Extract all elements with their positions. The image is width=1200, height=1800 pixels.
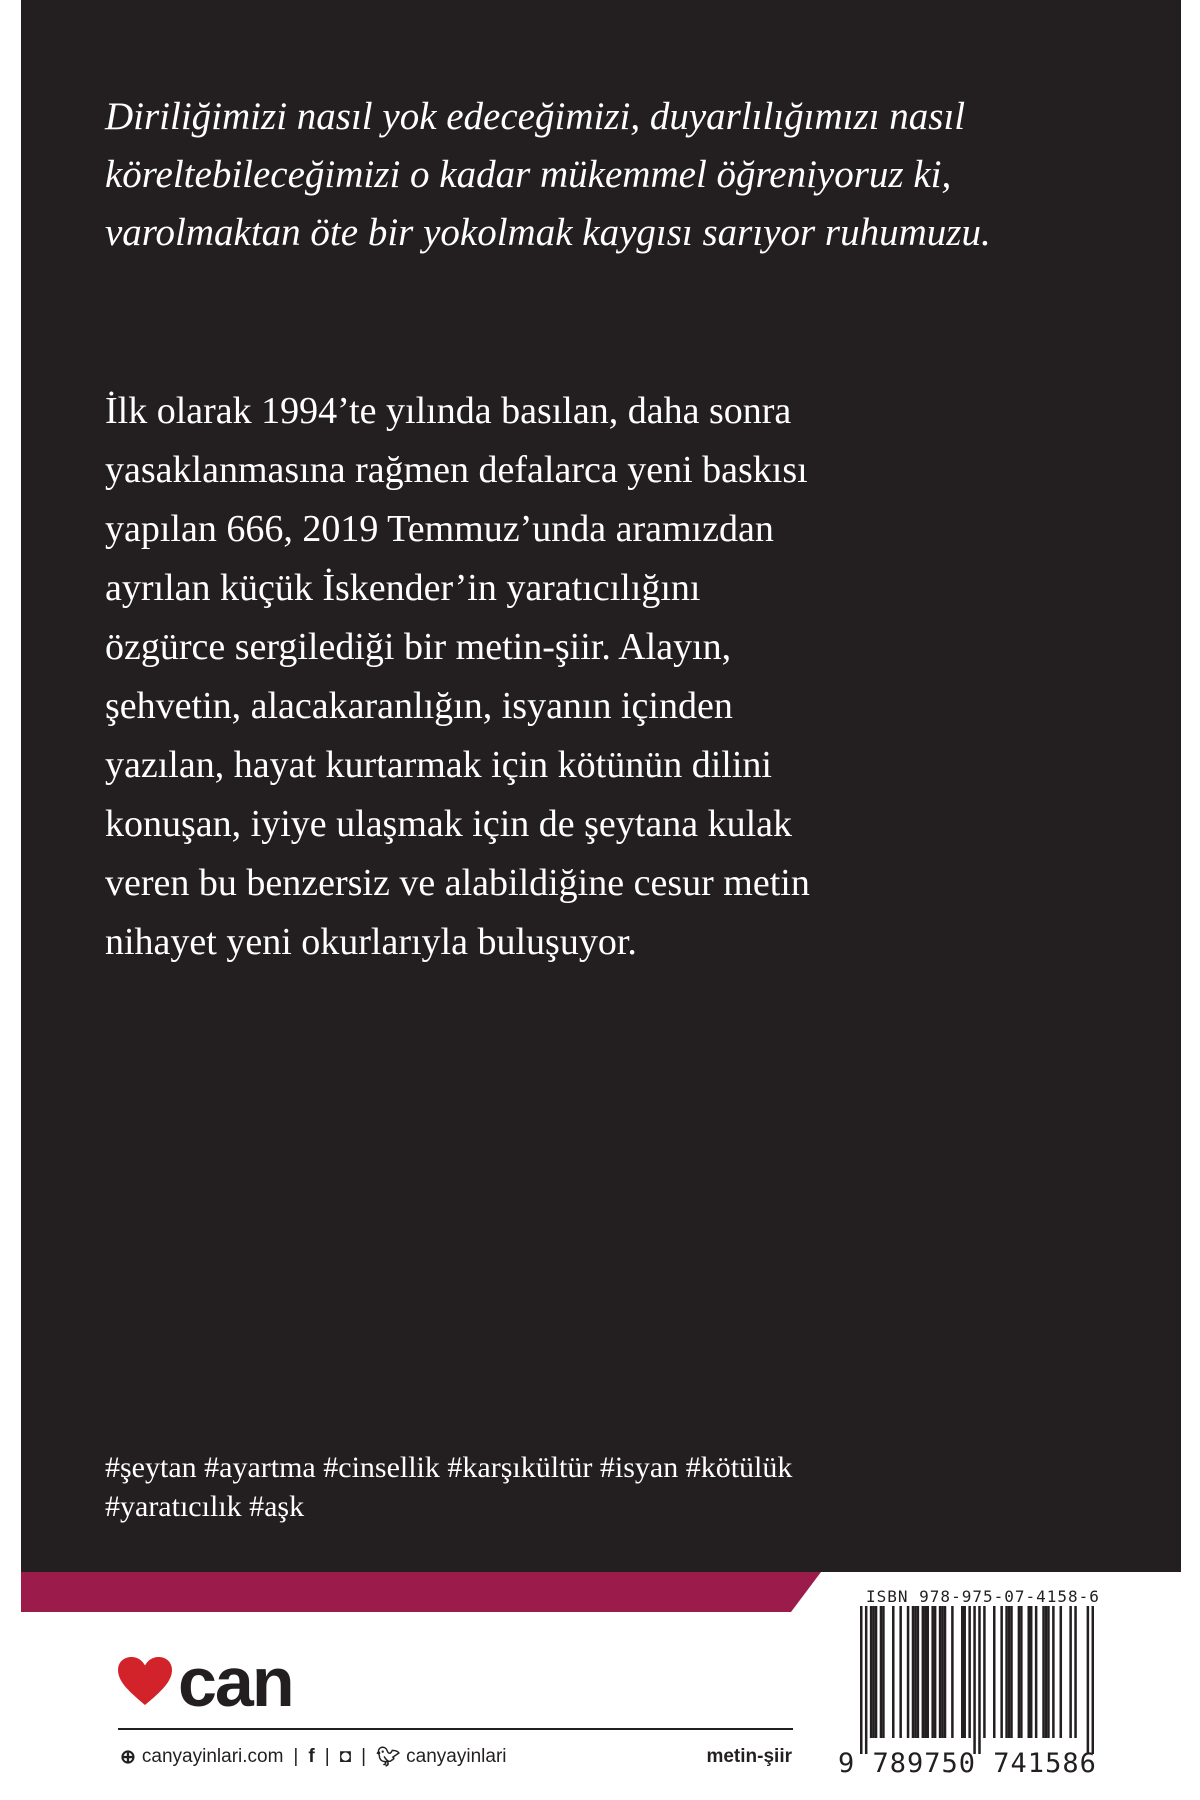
barcode-bar	[875, 1606, 878, 1738]
barcode-bar	[961, 1606, 964, 1738]
blurb-line: özgürce sergilediği bir metin-şiir. Alayın,	[105, 626, 732, 668]
barcode-bar	[983, 1606, 986, 1738]
blurb-line: yasaklanmasına rağmen defalarca yeni baskısı	[105, 449, 808, 491]
publisher-logo	[118, 1643, 293, 1721]
barcode-bar	[968, 1606, 971, 1738]
blurb-line: konuşan, iyiye ulaşmak için de şeytana kulak	[105, 803, 792, 845]
barcode-bar	[1047, 1606, 1050, 1738]
twitter-handle[interactable]: canyayinlari	[406, 1746, 507, 1767]
hashtag-list	[105, 1448, 1005, 1526]
publisher-name: can	[178, 1643, 293, 1721]
barcode-bar	[1087, 1606, 1090, 1754]
barcode-bar	[899, 1606, 902, 1738]
blurb-line: yazılan, hayat kurtarmak için kötünün dilini	[105, 744, 772, 786]
blurb-line: nihayet yeni okurlarıyla buluşuyor.	[105, 921, 637, 963]
footer-divider	[118, 1728, 793, 1730]
barcode-bar	[973, 1606, 976, 1754]
barcode-bar	[1008, 1606, 1011, 1738]
isbn-barcode	[860, 1606, 1094, 1754]
barcode-bar	[1052, 1606, 1055, 1738]
separator: |	[293, 1746, 299, 1767]
quote-line: varolmaktan öte bir yokolmak kaygısı sarıyor ruhumuzu.	[105, 211, 991, 254]
book-blurb	[105, 382, 885, 972]
barcode-bar	[951, 1606, 954, 1738]
separator: |	[324, 1746, 330, 1767]
blurb-line: veren bu benzersiz ve alabildiğine cesur metin	[105, 862, 810, 904]
quote-line: Diriliğimizi nasıl yok edeceğimizi, duyarlılığımızı nasıl	[105, 95, 966, 138]
accent-band	[21, 1572, 821, 1612]
barcode-bar	[907, 1606, 910, 1738]
blurb-line: şehvetin, alacakaranlığın, isyanın içinden	[105, 685, 733, 727]
barcode-bar	[1030, 1606, 1033, 1738]
barcode-bar	[1042, 1606, 1045, 1738]
barcode-bar	[882, 1606, 885, 1738]
barcode-bar	[1005, 1606, 1008, 1738]
barcode-bar	[1018, 1606, 1021, 1738]
barcode-bar	[978, 1606, 981, 1754]
hashtag-line: #yaratıcılık #aşk	[105, 1490, 305, 1523]
barcode-bar	[931, 1606, 934, 1738]
blurb-line: İlk olarak 1994’te yılında basılan, daha sonra	[105, 390, 792, 432]
back-cover-panel	[21, 0, 1181, 1572]
barcode-bar	[922, 1606, 925, 1738]
publisher-contacts	[120, 1742, 507, 1772]
barcode-bar	[1027, 1606, 1030, 1738]
hashtag-line: #şeytan #ayartma #cinsellik #karşıkültür #isyan #kötülük	[105, 1451, 793, 1484]
barcode-bar	[1069, 1606, 1072, 1738]
barcode-bar	[1020, 1606, 1023, 1738]
barcode-bar	[939, 1606, 942, 1738]
barcode-bar	[993, 1606, 996, 1738]
barcode-digits: 9 789750 741586	[838, 1748, 1097, 1779]
twitter-icon: 🐦︎	[376, 1747, 401, 1768]
isbn-label: ISBN 978-975-07-4158-6	[866, 1587, 1100, 1606]
barcode-bar	[870, 1606, 873, 1738]
barcode-bar	[1000, 1606, 1003, 1738]
barcode-bar	[924, 1606, 927, 1738]
quote-line: köreltebileceğimizi o kadar mükemmel öğreniyoruz ki,	[105, 153, 952, 196]
barcode-bar	[934, 1606, 937, 1738]
barcode-bar	[872, 1606, 875, 1738]
separator: |	[361, 1746, 367, 1767]
heart-icon	[118, 1657, 172, 1707]
barcode-bar	[892, 1606, 895, 1738]
barcode-bar	[865, 1606, 868, 1754]
epigraph-quote	[105, 88, 1165, 262]
barcode-bar	[944, 1606, 947, 1738]
barcode-bar	[1060, 1606, 1063, 1738]
barcode-bar	[927, 1606, 930, 1738]
barcode-bar	[914, 1606, 917, 1738]
barcode-bar	[1092, 1606, 1094, 1754]
genre-label: metin-şiir	[706, 1746, 792, 1767]
barcode-bar	[880, 1606, 883, 1738]
barcode-bar	[1035, 1606, 1038, 1738]
barcode-bar	[1045, 1606, 1048, 1738]
barcode-bar	[963, 1606, 966, 1738]
blurb-line: yapılan 666, 2019 Temmuz’unda aramızdan	[105, 508, 774, 550]
website-link[interactable]: canyayinlari.com	[141, 1746, 284, 1767]
facebook-icon[interactable]: f	[308, 1746, 315, 1767]
globe-icon: ⊕	[120, 1746, 136, 1768]
instagram-icon[interactable]: ◘	[339, 1746, 352, 1767]
blurb-line: ayrılan küçük İskender’in yaratıcılığını	[105, 567, 701, 609]
barcode-bar	[860, 1606, 863, 1754]
barcode-bar	[1074, 1606, 1077, 1738]
barcode-bar	[1010, 1606, 1013, 1738]
barcode-bar	[912, 1606, 915, 1738]
barcode-bar	[941, 1606, 944, 1738]
barcode-bar	[917, 1606, 920, 1738]
